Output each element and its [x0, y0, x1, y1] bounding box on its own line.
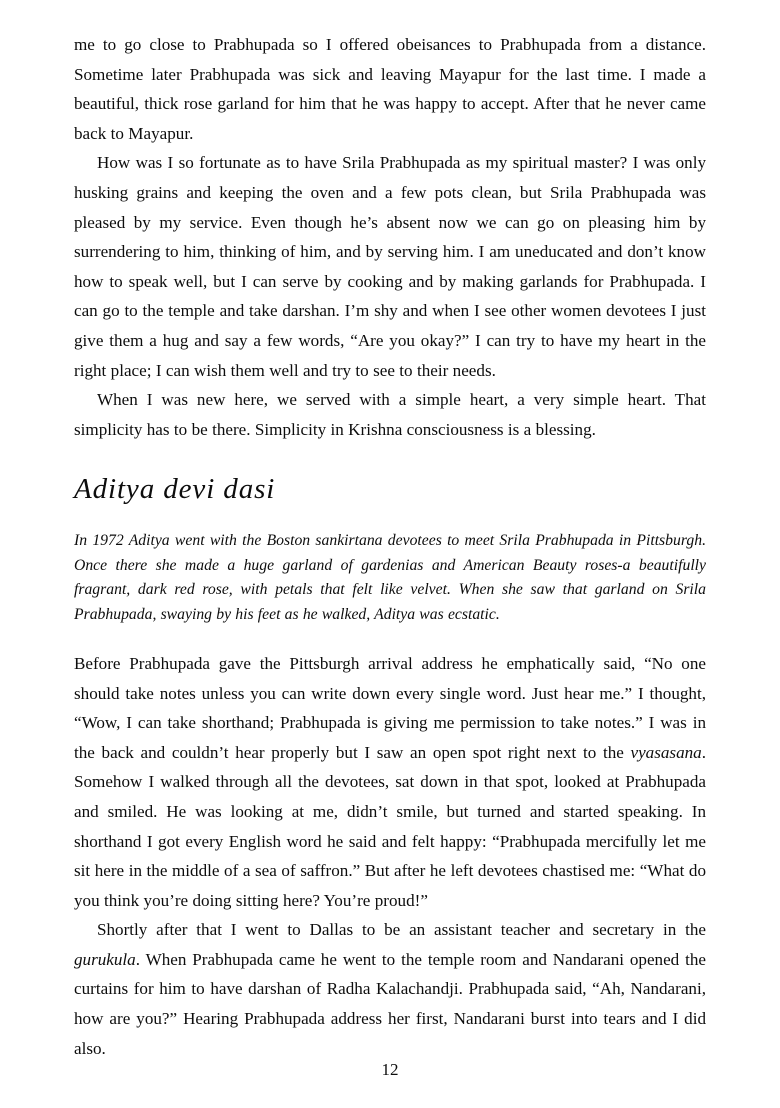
heading-spacer-bottom — [74, 506, 706, 529]
paragraph-when-i-was-new-here: When I was new here, we served with a simple heart, a very simple heart. That simplicity has to be there. Simplicity in Krishna consciousness is a blessing. — [74, 390, 706, 439]
inline-italic-term: gurukula — [74, 949, 136, 969]
inline-italic-term: vyasasana — [630, 742, 702, 762]
paragraph-how-was-i-so-fortunate: How was I so fortunate as to have Srila Prabhupada as my spiritual master? I was only husking grains and keeping the oven and a few pots clean, but Srila Prabhupada was pleased by my service. Even though he’s absent now we can go on pleasing him by surrendering to him, thinking of him, and by serving him. I am uneducated and don’t know how to speak well, but I can serve by cooking and by making garlands for Prabhupada. I can go to the temple and take darshan. I’m shy and when I see other women devotees I just give them a hug and say a few words, “Are you okay?” I can try to have my heart in the right place; I can wish them well and try to see to their needs. — [74, 153, 706, 380]
section-heading-aditya-devi-dasi: Aditya devi dasi — [74, 473, 276, 506]
heading-spacer-top — [74, 444, 706, 472]
paragraph-before-prabhupada: Before Prabhupada gave the Pittsburgh arrival address he emphatically said, “No one should take notes unless you can write down every single word. Just hear me.” I thought, “Wow, I can take shorthand; Prabhupada is giving me permission to take notes.” I was in the back and couldn’t hear properly but I saw an open spot right next to the vyasasana. Somehow I walked through all the devotees, sat down in that spot, looked at Prabhupada and smiled. He was looking at me, didn’t smile, but turned and started speaking. In shorthand I got every English word he said and felt happy: “Prabhupada mercifully let me sit here in the middle of a sea of saffron.” But after he left devotees chastised me: “What do you think you’re doing sitting here? You’re proud!” — [74, 653, 706, 910]
paragraph-shortly-after-that: Shortly after that I went to Dallas to be an assistant teacher and secretary in the gurukula. When Prabhupada came he went to the temple room and Nandarani opened the curtains for him to have darshan of Radha Kalachandji. Prabhupada said, “Ah, Nandarani, how are you?” Hearing Prabhupada address her first, Nandarani burst into tears and I did also. — [74, 920, 706, 1058]
section-intro-italic: In 1972 Aditya went with the Boston sankirtana devotees to meet Srila Prabhupada in Pittsburgh. Once there she made a huge garland of gardenias and American Beauty roses-a beautifully fragrant, dark red rose, with petals that felt like velvet. When she saw that garland on Srila Prabhupada, swaying by his feet as he walked, Aditya was ecstatic. — [74, 532, 706, 623]
paragraph-continuation: me to go close to Prabhupada so I offered obeisances to Prabhupada from a distance. Sometime later Prabhupada was sick and leaving Mayapur for the last time. I made a beautiful, thick rose garland for him that he was happy to accept. After that he never came back to Mayapur. — [74, 35, 706, 143]
page-number: 12 — [381, 1060, 399, 1079]
intro-spacer-bottom — [74, 627, 706, 649]
page-text-column — [74, 30, 706, 1063]
